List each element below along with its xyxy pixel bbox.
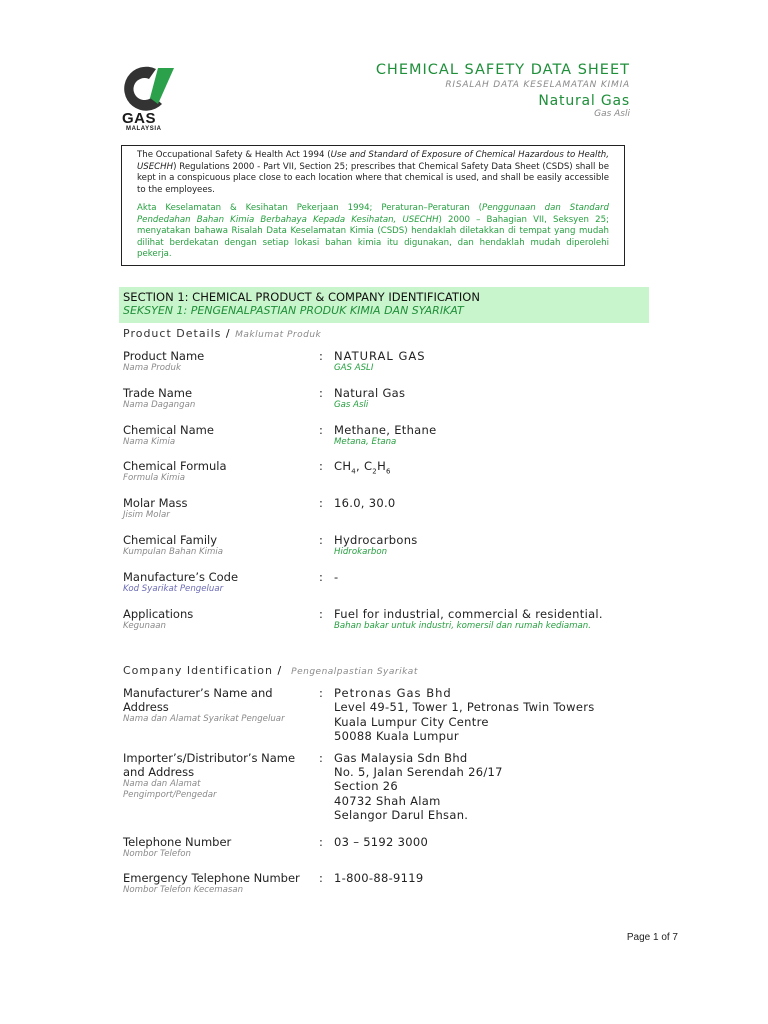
manufacturer-label-ms: Nama dan Alamat Syarikat Pengeluar — [123, 714, 285, 724]
molar-mass-value: 16.0, 30.0 — [334, 496, 396, 510]
importer-address-line: Selangor Darul Ehsan. — [334, 808, 469, 822]
chemical-name-label-ms: Nama Kimia — [123, 437, 176, 447]
manufacturer-address-line: Level 49-51, Tower 1, Petronas Twin Towers — [334, 700, 595, 714]
product-name-label: Product Name — [123, 349, 205, 363]
colon: : — [319, 386, 323, 400]
formula-subscript: 2 — [372, 467, 378, 476]
emergency-telephone-label: Emergency Telephone Number — [123, 871, 300, 885]
product-name-label-ms: Nama Produk — [123, 363, 181, 373]
manufacturer-address-line: Kuala Lumpur City Centre — [334, 715, 489, 729]
colon: : — [319, 751, 323, 765]
manufacturer-code-value: - — [334, 570, 339, 584]
chemical-family-value-ms: Hidrokarbon — [334, 547, 388, 557]
manufacturer-label-line2: Address — [123, 700, 169, 714]
trade-name-value: Natural Gas — [334, 386, 406, 400]
manufacturer-label: Manufacturer’s Name and — [123, 686, 273, 700]
regulation-notice-box — [121, 145, 625, 266]
colon: : — [319, 496, 323, 510]
product-details-label-ms: Maklumat Produk — [235, 330, 322, 340]
section-1-title: SECTION 1: CHEMICAL PRODUCT & COMPANY IDENTIFICATION — [123, 290, 480, 304]
chemical-family-label: Chemical Family — [123, 533, 218, 547]
telephone-value: 03 – 5192 3000 — [334, 835, 429, 849]
notice-ms-italic: Penggunaan dan Standard Pendedahan Bahan Kimia Berbahaya Kepada Kesihatan, USECHH — [137, 203, 609, 225]
manufacturer-address-line: 50088 Kuala Lumpur — [334, 729, 459, 743]
colon: : — [319, 686, 323, 700]
product-name-value: NATURAL GAS — [334, 349, 426, 363]
formula-part: H — [377, 459, 387, 473]
chemical-formula-label: Chemical Formula — [123, 459, 227, 473]
trade-name-label-ms: Nama Dagangan — [123, 400, 196, 410]
notice-ms-text: Akta Keselamatan & Kesihatan Pekerjaan 1994; Peraturan–Peraturan ( — [137, 203, 483, 213]
molar-mass-label-ms: Jisim Molar — [123, 510, 170, 520]
product-details-label: Product Details — [123, 327, 222, 340]
chemical-family-label-ms: Kumpulan Bahan Kimia — [123, 547, 224, 557]
colon: : — [319, 570, 323, 584]
manufacturer-code-label: Manufacture’s Code — [123, 570, 239, 584]
importer-label-ms: Nama dan Alamat — [123, 779, 201, 789]
formula-subscript: 6 — [386, 467, 391, 476]
page-number: Page 1 of 7 — [626, 932, 678, 943]
company-identification-label: Company Identification — [123, 664, 273, 677]
applications-value-ms: Bahan bakar untuk industri, komersil dan rumah kediaman. — [334, 621, 591, 631]
colon: : — [319, 871, 323, 885]
product-details-heading — [123, 327, 321, 340]
applications-label: Applications — [123, 607, 194, 621]
product-title: Natural Gas — [538, 93, 630, 109]
chemical-formula-value — [334, 459, 391, 479]
trade-name-value-ms: Gas Asli — [334, 400, 369, 410]
colon: : — [319, 533, 323, 547]
notice-ms-text-2: ) 2000 – Bahagian VII, Seksyen 25; menyatakan bahawa Risalah Data Keselamatan Kimia (CSDS) hendaklah diletakkan di tempat yang mudah dilihat berdekatan dengan setiap lokasi bahan kimia itu digunakan, dan hendaklah mudah diperolehi pekerja. — [137, 214, 609, 259]
logo-wordmark: GAS — [122, 110, 157, 127]
telephone-label: Telephone Number — [123, 835, 232, 849]
heading-slash: / — [277, 664, 283, 677]
colon: : — [319, 607, 323, 621]
section-1-title-ms: SEKSYEN 1: PENGENALPASTIAN PRODUK KIMIA DAN SYARIKAT — [123, 304, 464, 317]
importer-address-line: Section 26 — [334, 779, 399, 793]
importer-label-line2: and Address — [123, 765, 195, 779]
notice-en-italic: Use and Standard of Exposure of Chemical Hazardous to Health, USECHH — [137, 150, 609, 172]
product-name-value-ms: GAS ASLI — [334, 363, 374, 373]
colon: : — [319, 835, 323, 849]
chemical-name-label: Chemical Name — [123, 423, 214, 437]
molar-mass-label: Molar Mass — [123, 496, 188, 510]
manufacturer-code-label-ms: Kod Syarikat Pengeluar — [123, 584, 224, 594]
company-identification-label-ms: Pengenalpastian Syarikat — [291, 667, 418, 677]
importer-address-line: No. 5, Jalan Serendah 26/17 — [334, 765, 503, 779]
notice-en-text: The Occupational Safety & Health Act 1994 ( — [137, 150, 331, 160]
product-title-ms: Gas Asli — [594, 109, 630, 119]
chemical-name-value: Methane, Ethane — [334, 423, 437, 437]
heading-slash: / — [225, 327, 231, 340]
importer-label: Importer’s/Distributor’s Name — [123, 751, 296, 765]
chemical-family-value: Hydrocarbons — [334, 533, 418, 547]
importer-name: Gas Malaysia Sdn Bhd — [334, 751, 468, 765]
importer-address-line: 40732 Shah Alam — [334, 794, 441, 808]
notice-en-text-2: ) Regulations 2000 - Part VII, Section 25; prescribes that Chemical Safety Data Sheet (CSDS) shall be kept in a conspicuous place close to each location where that chemical is used, and shall be easily accessible to the employees. — [137, 161, 609, 195]
notice-malay — [137, 203, 609, 261]
formula-subscript: 4 — [351, 467, 357, 476]
trade-name-label: Trade Name — [123, 386, 193, 400]
emergency-telephone-value: 1-800-88-9119 — [334, 871, 424, 885]
colon: : — [319, 349, 323, 363]
importer-label-ms-line2: Pengimport/Pengedar — [123, 790, 217, 800]
document-title: CHEMICAL SAFETY DATA SHEET — [375, 62, 630, 78]
chemical-name-value-ms: Metana, Etana — [334, 437, 397, 447]
notice-english — [137, 150, 609, 196]
chemical-formula-label-ms: Formula Kimia — [123, 473, 185, 483]
formula-part: , C — [356, 459, 373, 473]
colon: : — [319, 423, 323, 437]
applications-value: Fuel for industrial, commercial & residential. — [334, 607, 603, 621]
document-title-ms: RISALAH DATA KESELAMATAN KIMIA — [445, 80, 630, 90]
formula-part: CH — [334, 459, 352, 473]
emergency-telephone-label-ms: Nombor Telefon Kecemasan — [123, 885, 244, 895]
company-identification-heading — [123, 664, 418, 677]
applications-label-ms: Kegunaan — [123, 621, 166, 631]
colon: : — [319, 459, 323, 473]
telephone-label-ms: Nombor Telefon — [123, 849, 191, 859]
manufacturer-name: Petronas Gas Bhd — [334, 686, 452, 700]
logo-subtext: MALAYSIA — [126, 126, 162, 132]
